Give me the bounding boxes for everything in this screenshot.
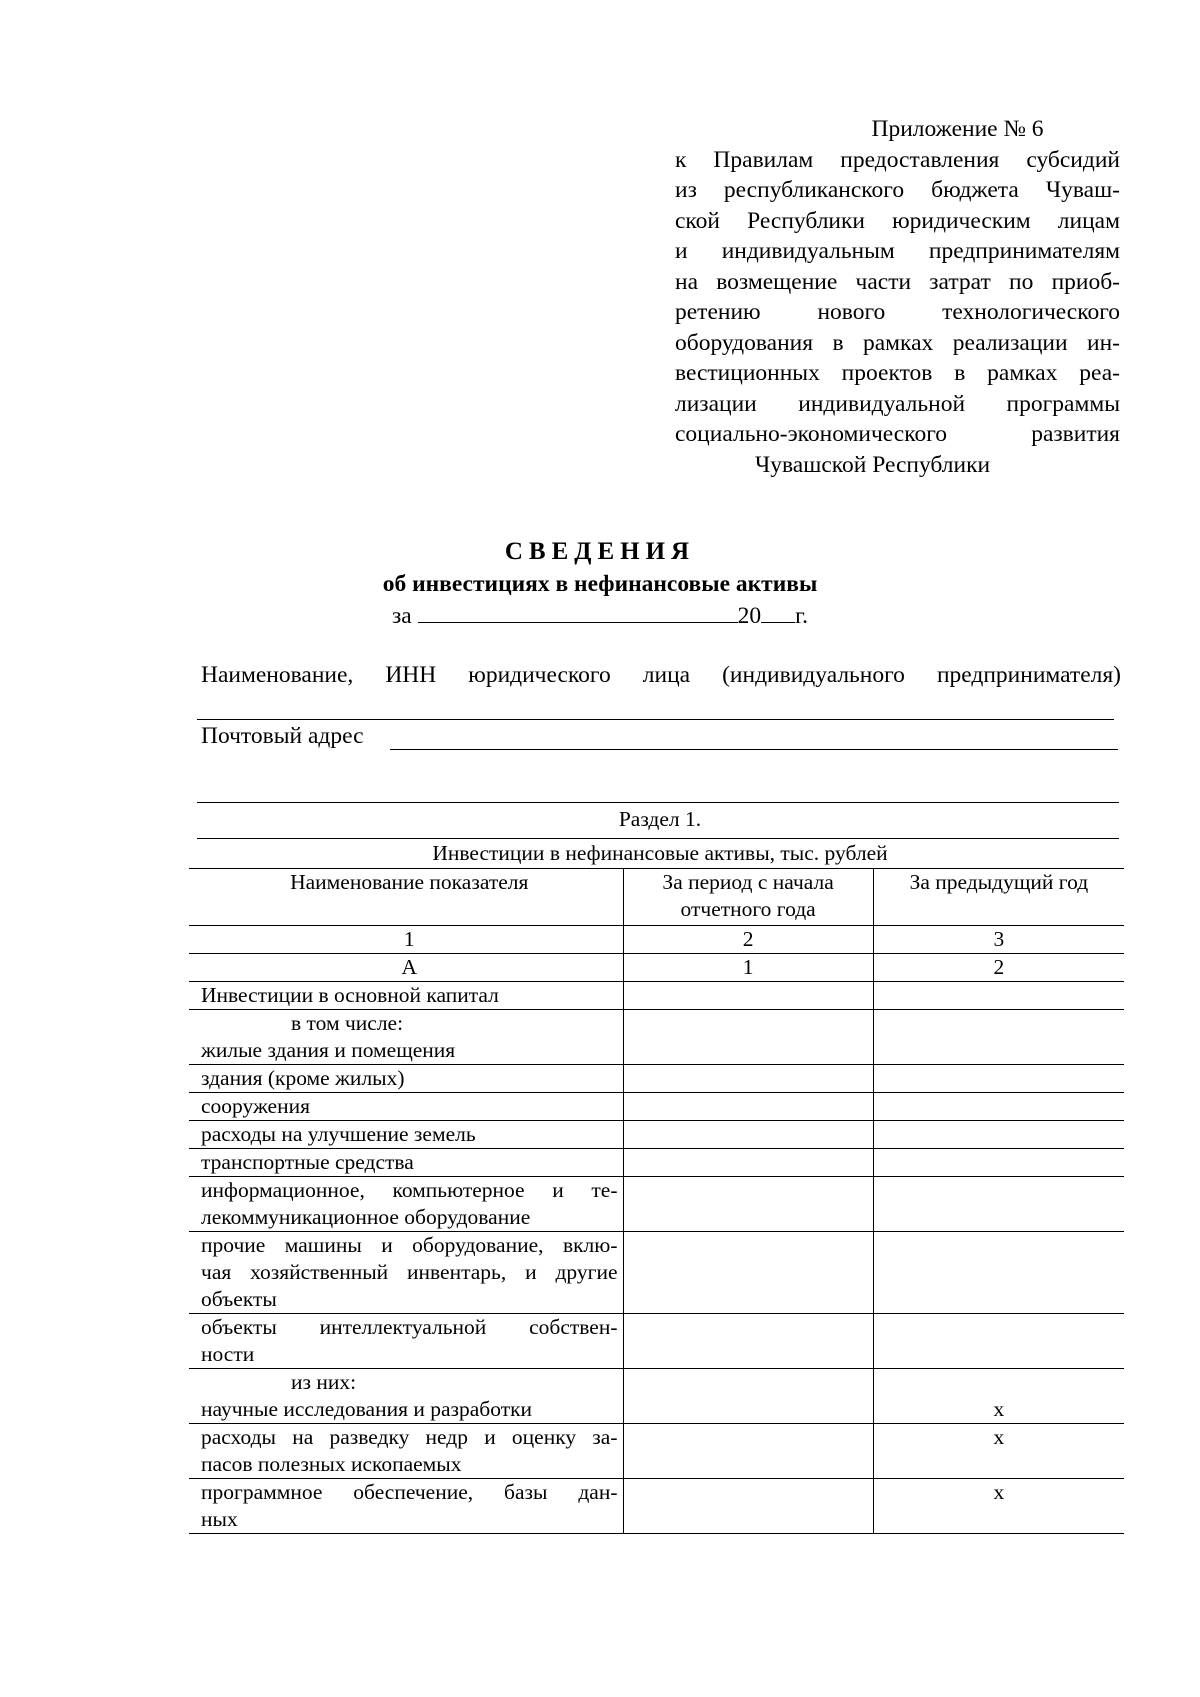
cell-previous-year[interactable] [873, 1177, 1124, 1232]
header-previous-year: За предыдущий год [873, 869, 1124, 926]
org-name-label: Наименование, ИНН юридического лица (индивидуального предпринимателя) [201, 662, 1121, 688]
row-label: транспортные средства [189, 1149, 623, 1177]
cell-current-period[interactable] [623, 1149, 873, 1177]
document-title: СВЕДЕНИЯ [504, 538, 696, 565]
cell-current-period[interactable] [623, 1232, 873, 1314]
table-row [189, 982, 1124, 1010]
row-label: здания (кроме жилых) [189, 1065, 623, 1093]
cell-current-period[interactable] [623, 982, 873, 1010]
row-label: жилые здания и помещения [201, 1038, 456, 1062]
row-label: научные исследования и разработки [201, 1397, 533, 1421]
cell-previous-year: х [873, 1424, 1124, 1479]
appendix-title: Приложение № 6 [871, 116, 1044, 142]
table-header-row [189, 869, 1124, 926]
appendix-line: оборудования в рамках реализации ин- [675, 329, 1120, 356]
cell-current-period[interactable] [623, 1121, 873, 1149]
table-row [189, 1177, 1124, 1232]
row-label-cell [189, 1177, 623, 1232]
row-label: сооружения [189, 1093, 623, 1121]
cell-current-period[interactable] [623, 1314, 873, 1369]
row-label: расходы на разведку недр и оценку за- [201, 1425, 618, 1449]
cell-previous-year[interactable] [873, 1232, 1124, 1314]
row-label-cell [189, 1314, 623, 1369]
column-number: 3 [873, 926, 1124, 954]
row-prefix: в том числе: [291, 1011, 404, 1035]
table-row [189, 1369, 1124, 1424]
table-row [189, 1232, 1124, 1314]
section-title: Раздел 1. [618, 807, 702, 831]
cell-previous-year[interactable] [873, 1314, 1124, 1369]
column-code: 2 [873, 954, 1124, 982]
row-label: расходы на улучшение земель [189, 1121, 623, 1149]
appendix-last-line: Чувашской Республики [755, 451, 991, 478]
column-number: 2 [623, 926, 873, 954]
section-subtitle: Инвестиции в нефинансовые активы, тыс. рублей [432, 841, 888, 865]
row-label-cell [189, 1369, 623, 1424]
header-current-period: За период с начала отчетного года [623, 869, 873, 926]
row-label: прочие машины и оборудование, вклю- [201, 1233, 618, 1257]
appendix-header [675, 114, 1120, 480]
cell-previous-year[interactable] [873, 1149, 1124, 1177]
column-code: 1 [623, 954, 873, 982]
appendix-line: социально-экономического развития [675, 421, 1120, 447]
cell-previous-year[interactable] [873, 1093, 1124, 1121]
cell-previous-year[interactable] [873, 1121, 1124, 1149]
org-name-field[interactable] [197, 719, 1114, 720]
row-label-continued: лекоммуникационное оборудование [201, 1205, 531, 1229]
table-row [189, 1010, 1124, 1065]
row-prefix: из них: [291, 1370, 357, 1394]
cell-previous-year: х [873, 1369, 1124, 1424]
period-line [0, 602, 1200, 630]
cell-previous-year[interactable] [873, 1065, 1124, 1093]
row-label: Инвестиции в основной капитал [189, 982, 623, 1010]
cell-current-period[interactable] [623, 1093, 873, 1121]
column-number-row [189, 926, 1124, 954]
appendix-line: к Правилам предоставления субсидий [675, 146, 1120, 173]
address-field-line-2[interactable] [197, 802, 1119, 803]
address-label: Почтовый адрес [201, 723, 364, 749]
cell-current-period[interactable] [623, 1369, 873, 1424]
cell-current-period[interactable] [623, 1065, 873, 1093]
table-row [189, 1479, 1124, 1534]
period-blank-field[interactable] [418, 602, 738, 623]
cell-current-period[interactable] [623, 1424, 873, 1479]
table-row [189, 1424, 1124, 1479]
cell-previous-year[interactable] [873, 982, 1124, 1010]
column-number: 1 [189, 926, 623, 954]
column-code-row [189, 954, 1124, 982]
row-label-cell [189, 1232, 623, 1314]
period-year: 20 [737, 603, 762, 629]
header-indicator-name: Наименование показателя [189, 869, 623, 926]
cell-current-period[interactable] [623, 1177, 873, 1232]
appendix-line: на возмещение части затрат по приоб- [675, 268, 1120, 295]
cell-previous-year: х [873, 1479, 1124, 1534]
row-label-cell [189, 1479, 623, 1534]
cell-current-period[interactable] [623, 1010, 873, 1065]
period-suffix: г. [795, 603, 808, 629]
appendix-line: вестиционных проектов в рамках реа- [675, 360, 1120, 386]
row-label-continued: ности [201, 1342, 255, 1366]
investments-table [189, 868, 1124, 1534]
appendix-line: из республиканского бюджета Чуваш- [675, 177, 1120, 203]
row-label: программное обеспечение, базы дан- [201, 1480, 618, 1504]
row-label-continued: ных [201, 1507, 238, 1531]
section-divider [197, 838, 1119, 839]
table-row [189, 1065, 1124, 1093]
appendix-line: лизации индивидуальной программы [675, 390, 1120, 417]
appendix-line: ретению нового технологического [675, 299, 1120, 325]
appendix-line: ской Республики юридическим лицам [675, 207, 1120, 234]
row-label: объекты интеллектуальной собствен- [201, 1315, 618, 1339]
table-row [189, 1314, 1124, 1369]
address-field[interactable] [390, 749, 1118, 750]
row-label-cell [189, 1424, 623, 1479]
row-label-continued: чая хозяйственный инвентарь, и другие [201, 1260, 618, 1284]
column-code: А [189, 954, 623, 982]
year-blank-field[interactable] [761, 602, 795, 623]
row-label-cell [189, 1010, 623, 1065]
row-label-continued: объекты [201, 1287, 277, 1311]
appendix-line: и индивидуальным предпринимателям [675, 238, 1120, 264]
table-row [189, 1121, 1124, 1149]
document-subtitle: об инвестициях в нефинансовые активы [382, 571, 818, 597]
period-prefix: за [392, 603, 412, 629]
table-row [189, 1149, 1124, 1177]
table-row [189, 1093, 1124, 1121]
row-label: информационное, компьютерное и те- [201, 1178, 618, 1202]
cell-current-period[interactable] [623, 1479, 873, 1534]
cell-previous-year[interactable] [873, 1010, 1124, 1065]
row-label-continued: пасов полезных ископаемых [201, 1452, 462, 1476]
